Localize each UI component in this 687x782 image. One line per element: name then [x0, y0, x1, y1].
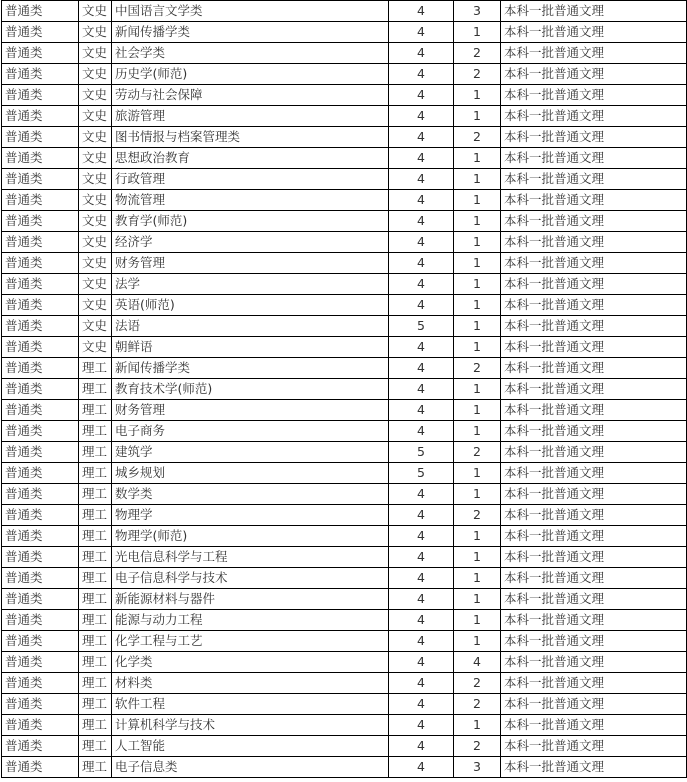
cell-batch: 本科一批普通文理	[501, 127, 687, 148]
cell-quota: 2	[454, 673, 501, 694]
cell-enrollment-type: 普通类	[2, 526, 79, 547]
cell-enrollment-type: 普通类	[2, 610, 79, 631]
cell-major: 新闻传播学类	[112, 22, 389, 43]
cell-enrollment-type: 普通类	[2, 505, 79, 526]
cell-enrollment-type: 普通类	[2, 316, 79, 337]
cell-years: 4	[389, 526, 454, 547]
cell-years: 4	[389, 148, 454, 169]
table-row	[2, 652, 687, 673]
table-row	[2, 190, 687, 211]
cell-quota: 1	[454, 316, 501, 337]
cell-major: 教育学(师范)	[112, 211, 389, 232]
table-row	[2, 337, 687, 358]
cell-years: 4	[389, 85, 454, 106]
cell-enrollment-type: 普通类	[2, 274, 79, 295]
cell-batch: 本科一批普通文理	[501, 85, 687, 106]
cell-quota: 1	[454, 169, 501, 190]
cell-track: 文史	[79, 64, 112, 85]
cell-batch: 本科一批普通文理	[501, 526, 687, 547]
cell-quota: 2	[454, 64, 501, 85]
cell-major: 化学工程与工艺	[112, 631, 389, 652]
cell-years: 4	[389, 22, 454, 43]
table-row	[2, 463, 687, 484]
cell-enrollment-type: 普通类	[2, 1, 79, 22]
cell-enrollment-type: 普通类	[2, 379, 79, 400]
table-row	[2, 526, 687, 547]
cell-batch: 本科一批普通文理	[501, 610, 687, 631]
cell-quota: 1	[454, 337, 501, 358]
cell-batch: 本科一批普通文理	[501, 757, 687, 778]
cell-enrollment-type: 普通类	[2, 64, 79, 85]
cell-major: 计算机科学与技术	[112, 715, 389, 736]
cell-batch: 本科一批普通文理	[501, 505, 687, 526]
table-row	[2, 757, 687, 778]
cell-track: 文史	[79, 43, 112, 64]
cell-batch: 本科一批普通文理	[501, 421, 687, 442]
cell-enrollment-type: 普通类	[2, 148, 79, 169]
cell-batch: 本科一批普通文理	[501, 43, 687, 64]
cell-major: 新能源材料与器件	[112, 589, 389, 610]
cell-years: 4	[389, 421, 454, 442]
cell-quota: 2	[454, 694, 501, 715]
cell-years: 4	[389, 484, 454, 505]
cell-major: 建筑学	[112, 442, 389, 463]
cell-track: 文史	[79, 316, 112, 337]
cell-years: 4	[389, 106, 454, 127]
cell-track: 文史	[79, 127, 112, 148]
cell-batch: 本科一批普通文理	[501, 274, 687, 295]
cell-track: 文史	[79, 253, 112, 274]
cell-major: 中国语言文学类	[112, 1, 389, 22]
cell-major: 社会学类	[112, 43, 389, 64]
cell-major: 教育技术学(师范)	[112, 379, 389, 400]
cell-years: 4	[389, 694, 454, 715]
cell-quota: 4	[454, 652, 501, 673]
cell-major: 人工智能	[112, 736, 389, 757]
cell-years: 4	[389, 736, 454, 757]
cell-batch: 本科一批普通文理	[501, 1, 687, 22]
cell-quota: 1	[454, 232, 501, 253]
cell-quota: 2	[454, 358, 501, 379]
table-row	[2, 316, 687, 337]
cell-batch: 本科一批普通文理	[501, 652, 687, 673]
table-body	[2, 1, 687, 778]
cell-batch: 本科一批普通文理	[501, 547, 687, 568]
cell-track: 理工	[79, 526, 112, 547]
cell-batch: 本科一批普通文理	[501, 169, 687, 190]
cell-enrollment-type: 普通类	[2, 652, 79, 673]
table-row	[2, 85, 687, 106]
cell-years: 4	[389, 589, 454, 610]
cell-major: 新闻传播学类	[112, 358, 389, 379]
cell-track: 理工	[79, 631, 112, 652]
table-row	[2, 673, 687, 694]
cell-batch: 本科一批普通文理	[501, 463, 687, 484]
cell-major: 财务管理	[112, 400, 389, 421]
cell-quota: 2	[454, 736, 501, 757]
cell-track: 理工	[79, 400, 112, 421]
cell-track: 理工	[79, 568, 112, 589]
cell-years: 4	[389, 652, 454, 673]
cell-batch: 本科一批普通文理	[501, 589, 687, 610]
cell-enrollment-type: 普通类	[2, 631, 79, 652]
cell-quota: 3	[454, 757, 501, 778]
cell-quota: 1	[454, 715, 501, 736]
cell-major: 电子信息科学与技术	[112, 568, 389, 589]
cell-major: 劳动与社会保障	[112, 85, 389, 106]
table-row	[2, 610, 687, 631]
table-row	[2, 484, 687, 505]
table-row	[2, 736, 687, 757]
cell-years: 4	[389, 274, 454, 295]
cell-batch: 本科一批普通文理	[501, 715, 687, 736]
cell-track: 文史	[79, 148, 112, 169]
cell-major: 材料类	[112, 673, 389, 694]
cell-enrollment-type: 普通类	[2, 106, 79, 127]
cell-quota: 1	[454, 400, 501, 421]
cell-batch: 本科一批普通文理	[501, 64, 687, 85]
cell-years: 4	[389, 757, 454, 778]
cell-track: 文史	[79, 169, 112, 190]
cell-track: 理工	[79, 736, 112, 757]
cell-track: 理工	[79, 589, 112, 610]
cell-batch: 本科一批普通文理	[501, 106, 687, 127]
cell-track: 文史	[79, 190, 112, 211]
cell-track: 理工	[79, 757, 112, 778]
cell-track: 文史	[79, 295, 112, 316]
cell-major: 光电信息科学与工程	[112, 547, 389, 568]
cell-batch: 本科一批普通文理	[501, 736, 687, 757]
cell-years: 4	[389, 337, 454, 358]
cell-years: 4	[389, 64, 454, 85]
cell-quota: 1	[454, 148, 501, 169]
cell-enrollment-type: 普通类	[2, 85, 79, 106]
table-row	[2, 22, 687, 43]
cell-batch: 本科一批普通文理	[501, 568, 687, 589]
cell-years: 4	[389, 547, 454, 568]
cell-batch: 本科一批普通文理	[501, 379, 687, 400]
cell-batch: 本科一批普通文理	[501, 190, 687, 211]
cell-batch: 本科一批普通文理	[501, 631, 687, 652]
cell-track: 文史	[79, 106, 112, 127]
cell-years: 5	[389, 463, 454, 484]
cell-quota: 1	[454, 526, 501, 547]
cell-enrollment-type: 普通类	[2, 400, 79, 421]
cell-enrollment-type: 普通类	[2, 169, 79, 190]
cell-batch: 本科一批普通文理	[501, 694, 687, 715]
cell-enrollment-type: 普通类	[2, 736, 79, 757]
cell-major: 物理学	[112, 505, 389, 526]
cell-years: 4	[389, 253, 454, 274]
cell-major: 城乡规划	[112, 463, 389, 484]
cell-quota: 1	[454, 295, 501, 316]
table-row	[2, 253, 687, 274]
cell-quota: 1	[454, 211, 501, 232]
cell-track: 文史	[79, 274, 112, 295]
cell-years: 4	[389, 505, 454, 526]
cell-enrollment-type: 普通类	[2, 463, 79, 484]
cell-years: 4	[389, 1, 454, 22]
cell-enrollment-type: 普通类	[2, 43, 79, 64]
cell-track: 理工	[79, 610, 112, 631]
cell-enrollment-type: 普通类	[2, 484, 79, 505]
cell-major: 经济学	[112, 232, 389, 253]
cell-track: 理工	[79, 421, 112, 442]
table-row	[2, 64, 687, 85]
cell-enrollment-type: 普通类	[2, 421, 79, 442]
cell-batch: 本科一批普通文理	[501, 358, 687, 379]
cell-major: 电子信息类	[112, 757, 389, 778]
cell-enrollment-type: 普通类	[2, 295, 79, 316]
table-row	[2, 505, 687, 526]
cell-track: 文史	[79, 211, 112, 232]
table-row	[2, 232, 687, 253]
cell-enrollment-type: 普通类	[2, 22, 79, 43]
cell-enrollment-type: 普通类	[2, 757, 79, 778]
cell-years: 4	[389, 379, 454, 400]
table-row	[2, 694, 687, 715]
cell-enrollment-type: 普通类	[2, 442, 79, 463]
cell-enrollment-type: 普通类	[2, 337, 79, 358]
cell-years: 4	[389, 400, 454, 421]
table-row	[2, 358, 687, 379]
admissions-table	[1, 0, 687, 778]
cell-major: 旅游管理	[112, 106, 389, 127]
cell-track: 文史	[79, 1, 112, 22]
cell-batch: 本科一批普通文理	[501, 22, 687, 43]
cell-major: 软件工程	[112, 694, 389, 715]
table-row	[2, 43, 687, 64]
table-row	[2, 211, 687, 232]
cell-major: 物理学(师范)	[112, 526, 389, 547]
cell-batch: 本科一批普通文理	[501, 484, 687, 505]
cell-quota: 2	[454, 127, 501, 148]
cell-quota: 1	[454, 253, 501, 274]
cell-track: 理工	[79, 673, 112, 694]
cell-enrollment-type: 普通类	[2, 127, 79, 148]
cell-years: 4	[389, 169, 454, 190]
cell-quota: 2	[454, 442, 501, 463]
cell-track: 文史	[79, 337, 112, 358]
table-row	[2, 379, 687, 400]
table-row	[2, 169, 687, 190]
table-row	[2, 295, 687, 316]
cell-enrollment-type: 普通类	[2, 547, 79, 568]
cell-years: 4	[389, 715, 454, 736]
cell-track: 理工	[79, 358, 112, 379]
table-row	[2, 715, 687, 736]
table-row	[2, 274, 687, 295]
cell-quota: 1	[454, 106, 501, 127]
table-row	[2, 127, 687, 148]
cell-major: 能源与动力工程	[112, 610, 389, 631]
cell-track: 理工	[79, 442, 112, 463]
cell-years: 4	[389, 358, 454, 379]
cell-years: 4	[389, 43, 454, 64]
cell-quota: 1	[454, 631, 501, 652]
table-row	[2, 400, 687, 421]
cell-quota: 3	[454, 1, 501, 22]
cell-major: 英语(师范)	[112, 295, 389, 316]
cell-major: 法学	[112, 274, 389, 295]
cell-enrollment-type: 普通类	[2, 253, 79, 274]
cell-track: 文史	[79, 232, 112, 253]
cell-major: 图书情报与档案管理类	[112, 127, 389, 148]
cell-track: 理工	[79, 505, 112, 526]
cell-years: 4	[389, 673, 454, 694]
cell-track: 文史	[79, 22, 112, 43]
cell-years: 5	[389, 316, 454, 337]
cell-major: 财务管理	[112, 253, 389, 274]
table-row	[2, 421, 687, 442]
table-row	[2, 148, 687, 169]
cell-batch: 本科一批普通文理	[501, 442, 687, 463]
cell-batch: 本科一批普通文理	[501, 337, 687, 358]
cell-years: 4	[389, 631, 454, 652]
cell-batch: 本科一批普通文理	[501, 148, 687, 169]
cell-major: 历史学(师范)	[112, 64, 389, 85]
cell-major: 电子商务	[112, 421, 389, 442]
cell-quota: 1	[454, 274, 501, 295]
table-row	[2, 568, 687, 589]
cell-quota: 2	[454, 43, 501, 64]
cell-batch: 本科一批普通文理	[501, 673, 687, 694]
cell-track: 文史	[79, 85, 112, 106]
cell-major: 物流管理	[112, 190, 389, 211]
cell-enrollment-type: 普通类	[2, 358, 79, 379]
cell-quota: 1	[454, 589, 501, 610]
cell-track: 理工	[79, 715, 112, 736]
cell-track: 理工	[79, 547, 112, 568]
cell-years: 4	[389, 568, 454, 589]
cell-years: 4	[389, 295, 454, 316]
cell-quota: 1	[454, 421, 501, 442]
table-row	[2, 106, 687, 127]
cell-major: 思想政治教育	[112, 148, 389, 169]
cell-batch: 本科一批普通文理	[501, 295, 687, 316]
cell-enrollment-type: 普通类	[2, 211, 79, 232]
cell-enrollment-type: 普通类	[2, 190, 79, 211]
cell-major: 化学类	[112, 652, 389, 673]
table-row	[2, 589, 687, 610]
table-row	[2, 547, 687, 568]
cell-major: 数学类	[112, 484, 389, 505]
cell-enrollment-type: 普通类	[2, 673, 79, 694]
cell-quota: 1	[454, 610, 501, 631]
cell-years: 4	[389, 190, 454, 211]
cell-quota: 1	[454, 547, 501, 568]
cell-track: 理工	[79, 379, 112, 400]
cell-track: 理工	[79, 694, 112, 715]
cell-batch: 本科一批普通文理	[501, 211, 687, 232]
cell-batch: 本科一批普通文理	[501, 253, 687, 274]
cell-batch: 本科一批普通文理	[501, 400, 687, 421]
cell-quota: 1	[454, 379, 501, 400]
cell-major: 行政管理	[112, 169, 389, 190]
cell-batch: 本科一批普通文理	[501, 232, 687, 253]
cell-quota: 1	[454, 190, 501, 211]
cell-quota: 1	[454, 22, 501, 43]
cell-enrollment-type: 普通类	[2, 232, 79, 253]
cell-track: 理工	[79, 463, 112, 484]
cell-enrollment-type: 普通类	[2, 694, 79, 715]
cell-enrollment-type: 普通类	[2, 715, 79, 736]
cell-quota: 1	[454, 85, 501, 106]
cell-enrollment-type: 普通类	[2, 568, 79, 589]
cell-major: 法语	[112, 316, 389, 337]
cell-years: 4	[389, 211, 454, 232]
table-row	[2, 442, 687, 463]
cell-years: 5	[389, 442, 454, 463]
cell-years: 4	[389, 127, 454, 148]
cell-quota: 1	[454, 484, 501, 505]
table-row	[2, 631, 687, 652]
cell-years: 4	[389, 232, 454, 253]
table-row	[2, 1, 687, 22]
cell-quota: 1	[454, 568, 501, 589]
cell-track: 理工	[79, 484, 112, 505]
cell-quota: 2	[454, 505, 501, 526]
cell-years: 4	[389, 610, 454, 631]
cell-batch: 本科一批普通文理	[501, 316, 687, 337]
cell-quota: 1	[454, 463, 501, 484]
cell-enrollment-type: 普通类	[2, 589, 79, 610]
cell-track: 理工	[79, 652, 112, 673]
cell-major: 朝鲜语	[112, 337, 389, 358]
